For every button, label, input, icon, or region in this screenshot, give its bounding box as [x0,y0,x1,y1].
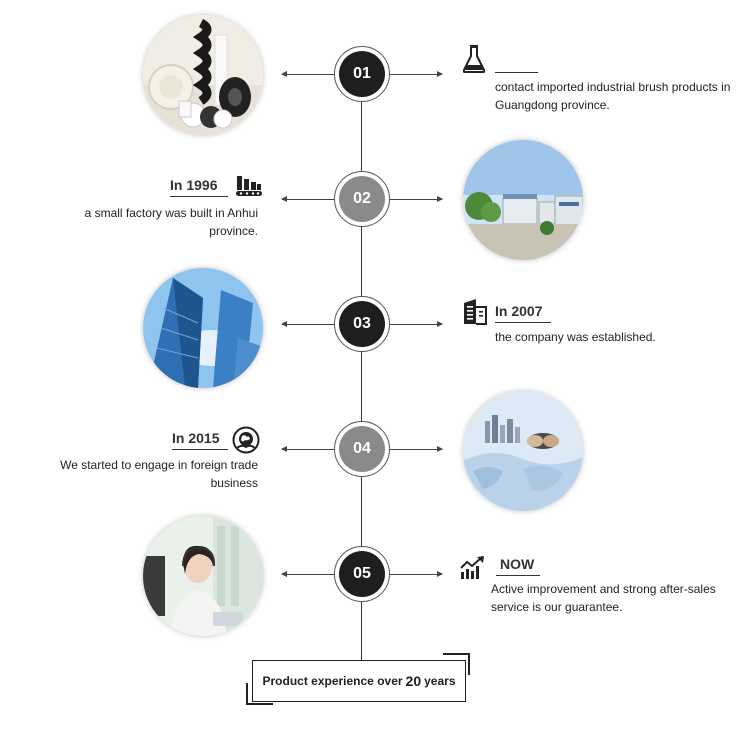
frame-corner [246,683,248,705]
skyscrapers-photo [143,268,263,388]
title-underline [170,196,228,197]
milestone-description: the company was established. [495,330,656,344]
connector-left [282,574,334,575]
milestone-number: 03 [339,301,385,347]
flask-icon [463,45,485,78]
brush-products-photo [143,15,263,135]
milestone-node-05 [334,546,390,602]
milestone-year: In 2015 [172,430,220,446]
connector-right [390,324,442,325]
milestone-description: a small factory was built in Anhui province. [84,206,258,238]
connector-left [282,449,334,450]
factory-icon [236,174,262,203]
connector-right [390,74,442,75]
factory-photo [463,140,583,260]
milestone-number: 05 [339,551,385,597]
milestone-description: We started to engage in foreign trade business [60,458,258,490]
banner-prefix: Product experience over [262,674,403,688]
milestone-year: NOW [500,556,535,572]
milestone-year: In 2007 [495,303,543,319]
frame-corner [246,703,273,705]
milestone-node-02 [334,171,390,227]
foreign-trade-photo [463,391,583,511]
globe-hands-icon [232,426,260,459]
connector-left [282,324,334,325]
milestone-description: contact imported industrial brush products in Guangdong province. [495,80,731,112]
milestone-node-01 [334,46,390,102]
growth-chart-icon [460,556,486,585]
connector-right [390,199,442,200]
milestone-year: In 1996 [170,177,218,193]
frame-corner [468,653,470,675]
connector-right [390,574,442,575]
banner-suffix: years [424,674,456,688]
milestone-number: 04 [339,426,385,472]
title-underline [495,322,551,323]
experience-banner [252,660,466,702]
customer-service-photo [143,516,263,636]
title-underline [495,72,538,73]
banner-number: 20 [405,673,422,689]
milestone-description: Active improvement and strong after-sales service is our guarantee. [491,582,716,614]
building-icon [462,297,488,330]
connector-right [390,449,442,450]
milestone-node-04 [334,421,390,477]
frame-corner [443,653,470,655]
milestone-node-03 [334,296,390,352]
connector-left [282,199,334,200]
connector-left [282,74,334,75]
title-underline [172,449,228,450]
milestone-number: 02 [339,176,385,222]
milestone-number: 01 [339,51,385,97]
title-underline [496,575,540,576]
